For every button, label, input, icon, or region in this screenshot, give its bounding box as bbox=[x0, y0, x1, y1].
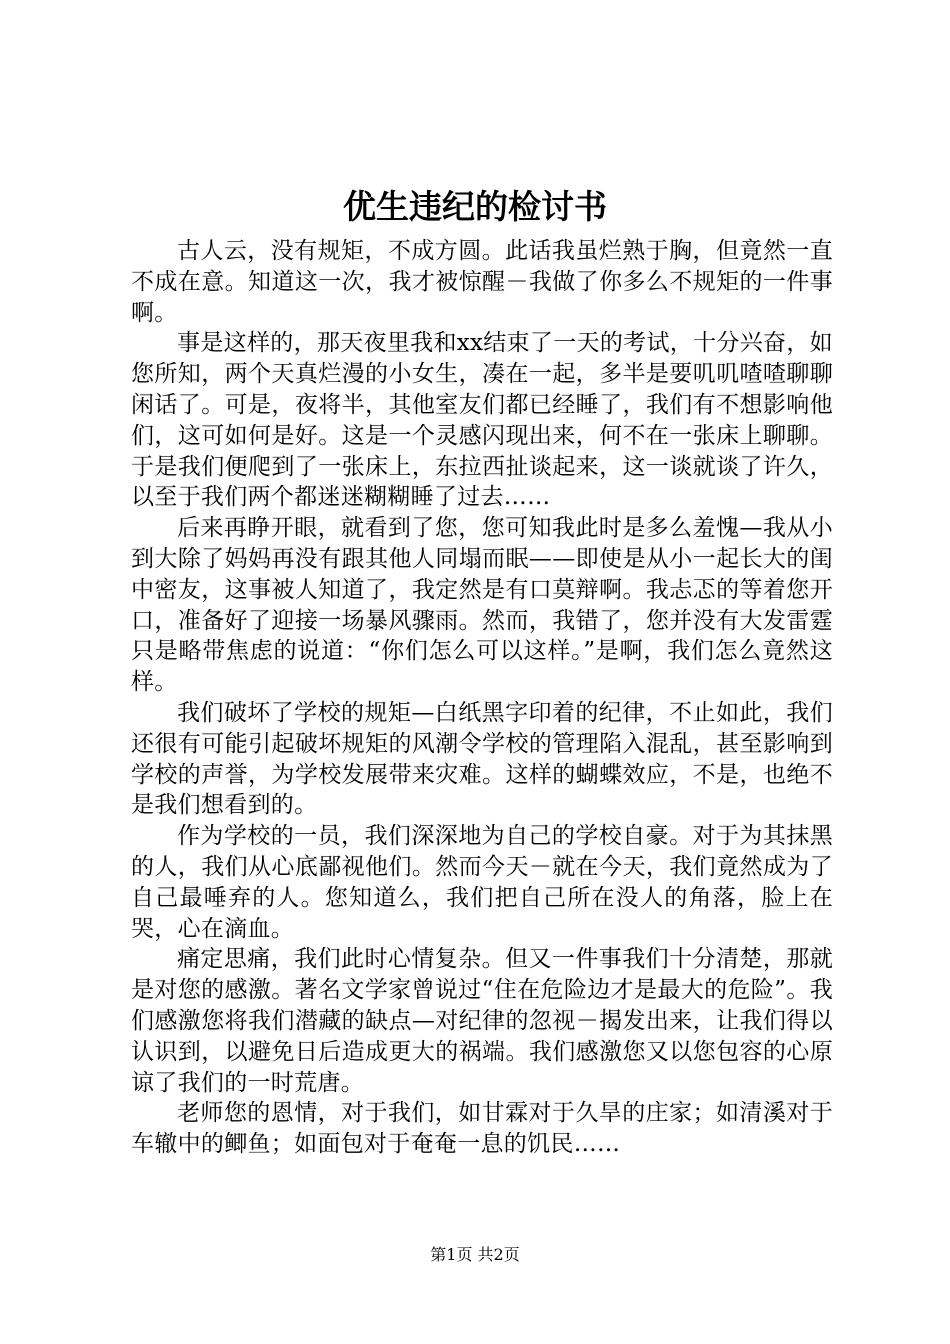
page-footer: 第1页 共2页 bbox=[430, 1245, 520, 1264]
paragraph-1: 古人云，没有规矩，不成方圆。此话我虽烂熟于胸，但竟然一直不成在意。知道这一次，我才被惊醒－我做了你多么不规矩的一件事啊。 bbox=[131, 238, 833, 326]
paragraph-5: 作为学校的一员，我们深深地为自己的学校自豪。对于为其抹黑的人，我们从心底鄙视他们。然而今天－就在今天，我们竟然成为了自己最唾弃的人。您知道么，我们把自己所在没人的角落，脸上在哭，心在滴血。 bbox=[131, 823, 833, 942]
document-title: 优生违纪的检讨书 bbox=[343, 187, 607, 226]
paragraph-3: 后来再睁开眼，就看到了您，您可知我此时是多么羞愧—我从小到大除了妈妈再没有跟其他人同塌而眠——即使是从小一起长大的闺中密友，这事被人知道了，我定然是有口莫辩啊。我忐忑的等着您开口，准备好了迎接一场暴风骤雨。然而，我错了，您并没有大发雷霆只是略带焦虑的说道：“你们怎么可以这样。”是啊，我们怎么竟然这样。 bbox=[131, 515, 833, 696]
paragraph-4: 我们破坏了学校的规矩—白纸黑字印着的纪律，不止如此，我们还很有可能引起破坏规矩的风潮令学校的管理陷入混乱，甚至影响到学校的声誉，为学校发展带来灾难。这样的蝴蝶效应，不是，也绝不是我们想看到的。 bbox=[131, 699, 833, 819]
document-body bbox=[131, 236, 833, 1160]
paragraph-2: 事是这样的，那天夜里我和xx结束了一天的考试，十分兴奋，如您所知，两个天真烂漫的小女生，凑在一起，多半是要叽叽喳喳聊聊闲话了。可是，夜将半，其他室友们都已经睡了，我们有不想影响他们，这可如何是好。这是一个灵感闪现出来，何不在一张床上聊聊。于是我们便爬到了一张床上，东拉西扯谈起来，这一谈就谈了许久，以至于我们两个都迷迷糊糊睡了过去…… bbox=[131, 330, 833, 511]
paragraph-6: 痛定思痛，我们此时心情复杂。但又一件事我们十分清楚，那就是对您的感激。著名文学家曾说过“住在危险边才是最大的危险”。我们感激您将我们潜藏的缺点—对纪律的忽视－揭发出来，让我们得以认识到，以避免日后造成更大的祸端。我们感激您又以您包容的心原谅了我们的一时荒唐。 bbox=[131, 946, 833, 1096]
paragraph-7: 老师您的恩情，对于我们，如甘霖对于久旱的庄家；如清溪对于车辙中的鲫鱼；如面包对于奄奄一息的饥民…… bbox=[131, 1100, 833, 1158]
